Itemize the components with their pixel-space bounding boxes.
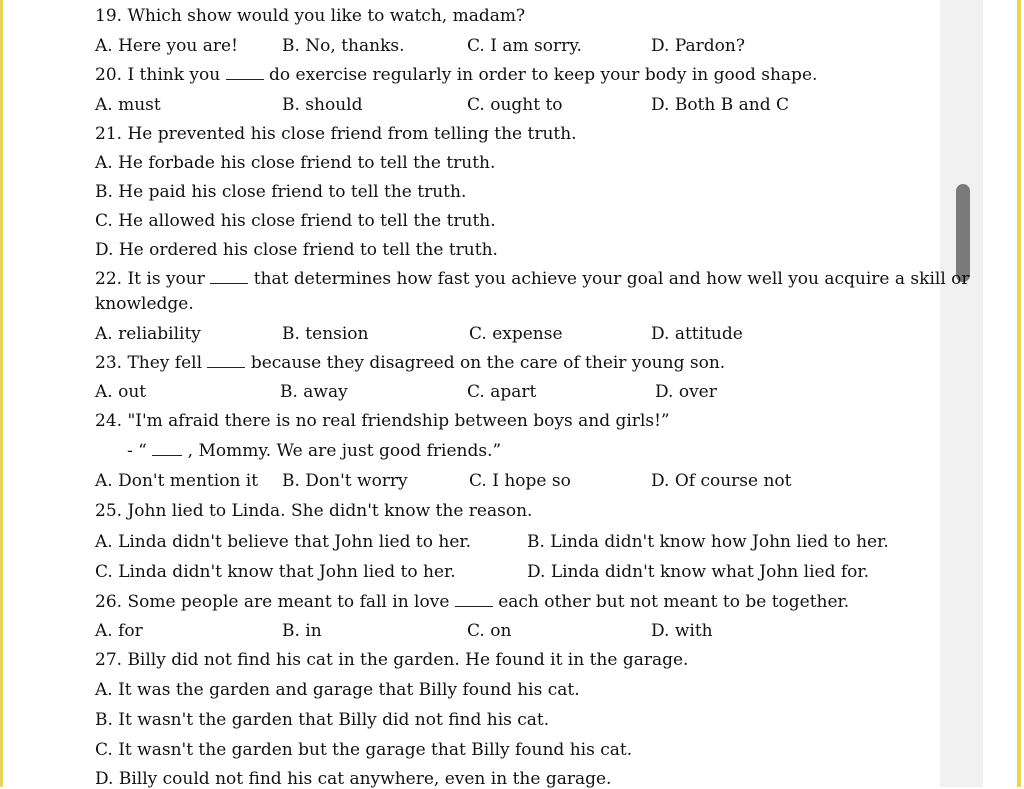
q21-option-c: C. He allowed his close friend to tell the truth.	[95, 211, 496, 231]
q20-text-before: 20. I think you	[95, 65, 221, 85]
q27-option-b: B. It wasn't the garden that Billy did not find his cat.	[95, 710, 550, 730]
q26-text-after: each other but not meant to be together.	[498, 592, 850, 612]
q23-option-b: B. away	[280, 382, 348, 402]
q20-option-b: B. should	[282, 95, 363, 115]
q22-text-after: that determines how fast you achieve your goal and how well you acquire a skill or	[253, 269, 970, 289]
q20-option-c: C. ought to	[467, 95, 563, 115]
q19-option-d: D. Pardon?	[651, 36, 745, 56]
q21-option-d: D. He ordered his close friend to tell the truth.	[95, 240, 498, 260]
exam-document	[95, 0, 970, 789]
q19-option-b: B. No, thanks.	[282, 36, 405, 56]
q24-reply-after: , Mommy. We are just good friends.”	[187, 441, 502, 461]
q24-option-b: B. Don't worry	[282, 471, 408, 491]
q24-option-c: C. I hope so	[469, 471, 571, 491]
scrollbar-thumb[interactable]	[956, 184, 970, 282]
question-22	[95, 269, 970, 289]
question-21: 21. He prevented his close friend from telling the truth.	[95, 124, 577, 144]
q25-option-c: C. Linda didn't know that John lied to her.	[95, 562, 456, 582]
q20-blank	[226, 65, 264, 80]
question-24: 24. "I'm afraid there is no real friendship between boys and girls!”	[95, 411, 670, 431]
scrollbar-track[interactable]	[940, 0, 983, 787]
q21-option-a: A. He forbade his close friend to tell the truth.	[95, 153, 496, 173]
q26-option-b: B. in	[282, 621, 322, 641]
q23-text-before: 23. They fell	[95, 353, 203, 373]
q22-option-c: C. expense	[469, 324, 563, 344]
q25-option-d: D. Linda didn't know what John lied for.	[527, 562, 870, 582]
q26-text-before: 26. Some people are meant to fall in love	[95, 592, 450, 612]
q27-option-d: D. Billy could not find his cat anywhere, even in the garage.	[95, 769, 612, 789]
q25-option-a: A. Linda didn't believe that John lied to her.	[95, 532, 472, 552]
question-26	[95, 592, 849, 612]
q19-option-c: C. I am sorry.	[467, 36, 582, 56]
q23-text-after: because they disagreed on the care of their young son.	[250, 353, 726, 373]
q21-option-b: B. He paid his close friend to tell the truth.	[95, 182, 467, 202]
q23-option-c: C. apart	[467, 382, 537, 402]
q23-option-d: D. over	[655, 382, 717, 402]
q27-option-c: C. It wasn't the garden but the garage that Billy found his cat.	[95, 740, 633, 760]
q24-reply-before: - “	[127, 441, 147, 461]
q22-option-d: D. attitude	[651, 324, 743, 344]
q26-blank	[455, 592, 493, 607]
question-24-reply	[127, 441, 501, 461]
q22-blank	[210, 269, 248, 284]
q27-option-a: A. It was the garden and garage that Billy found his cat.	[95, 680, 580, 700]
question-27: 27. Billy did not find his cat in the garden. He found it in the garage.	[95, 650, 689, 670]
q26-option-d: D. with	[651, 621, 713, 641]
question-23	[95, 353, 725, 373]
q23-blank	[207, 353, 245, 368]
question-20	[95, 65, 817, 85]
question-19: 19. Which show would you like to watch, madam?	[95, 6, 526, 26]
q20-option-a: A. must	[95, 95, 161, 115]
q24-blank	[152, 441, 182, 456]
q24-option-d: D. Of course not	[651, 471, 792, 491]
q20-text-after: do exercise regularly in order to keep your body in good shape.	[269, 65, 818, 85]
q20-option-d: D. Both B and C	[651, 95, 790, 115]
q26-option-a: A. for	[95, 621, 143, 641]
question-25: 25. John lied to Linda. She didn't know the reason.	[95, 501, 533, 521]
q22-text-before: 22. It is your	[95, 269, 205, 289]
page-left-border	[0, 0, 3, 787]
q26-option-c: C. on	[467, 621, 512, 641]
q22-option-b: B. tension	[282, 324, 369, 344]
question-22-continued: knowledge.	[95, 294, 194, 314]
q24-option-a: A. Don't mention it	[95, 471, 259, 491]
page-right-border	[1017, 0, 1021, 787]
q19-option-a: A. Here you are!	[95, 36, 238, 56]
q23-option-a: A. out	[95, 382, 147, 402]
q25-option-b: B. Linda didn't know how John lied to her.	[527, 532, 889, 552]
q22-option-a: A. reliability	[95, 324, 201, 344]
